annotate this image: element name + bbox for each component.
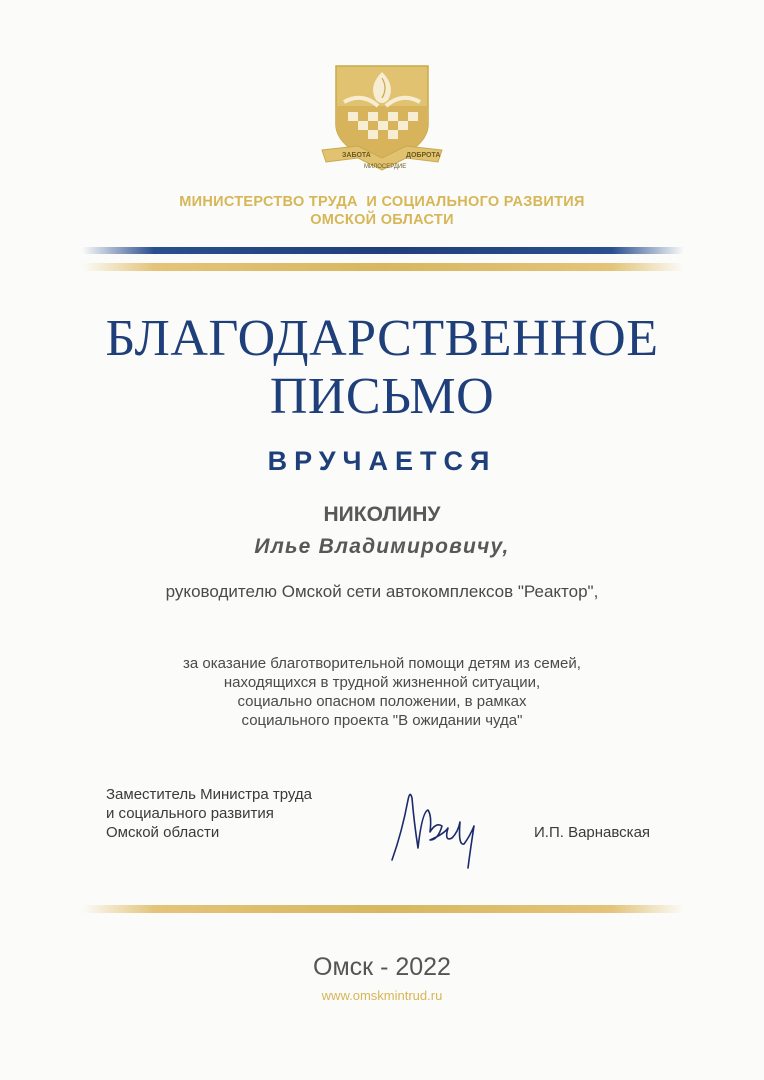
ministry-name-line2: ОМСКОЙ ОБЛАСТИ [310,212,454,228]
ministry-name-line1: МИНИСТЕРСТВО ТРУДА И СОЦИАЛЬНОГО РАЗВИТИЯ [179,194,585,210]
svg-text:ДОБРОТА: ДОБРОТА [406,152,441,159]
blue-divider [82,247,684,254]
signatory-title-line3: Омской области [106,824,220,841]
recipient-names: Илье Владимировичу, [254,535,510,558]
signatory-title-line1: Заместитель Министра труда [106,786,312,803]
recipient-position: руководителю Омской сети автокомплексов "Реактор", [165,582,599,601]
recipient-surname: НИКОЛИНУ [323,503,441,526]
reason-line1: за оказание благотворительной помощи детям из семей, [183,655,581,672]
ministry-emblem [318,62,446,180]
signatory-title-line2: и социального развития [106,805,274,822]
signatory-name: И.П. Варнавская [534,824,651,841]
svg-text:ЗАБОТА: ЗАБОТА [342,152,371,159]
reason-line2: находящихся в трудной жизненной ситуации, [223,674,541,691]
document-title-line2: ПИСЬМО [269,368,495,425]
awarded-label: ВРУЧАЕТСЯ [267,446,497,476]
city-year: Омск - 2022 [313,953,451,981]
document-title-line1: БЛАГОДАРСТВЕННОЕ [105,310,659,367]
reason-line3: социально опасном положении, в рамках [237,693,527,710]
website-link[interactable]: www.omskmintrud.ru [321,988,443,1003]
gold-divider-top [82,263,684,271]
handwritten-signature [378,782,498,872]
svg-text:МИЛОСЕРДИЕ: МИЛОСЕРДИЕ [364,164,407,170]
gold-divider-bottom [82,905,684,913]
reason-line4: социального проекта "В ожидании чуда" [241,712,523,729]
